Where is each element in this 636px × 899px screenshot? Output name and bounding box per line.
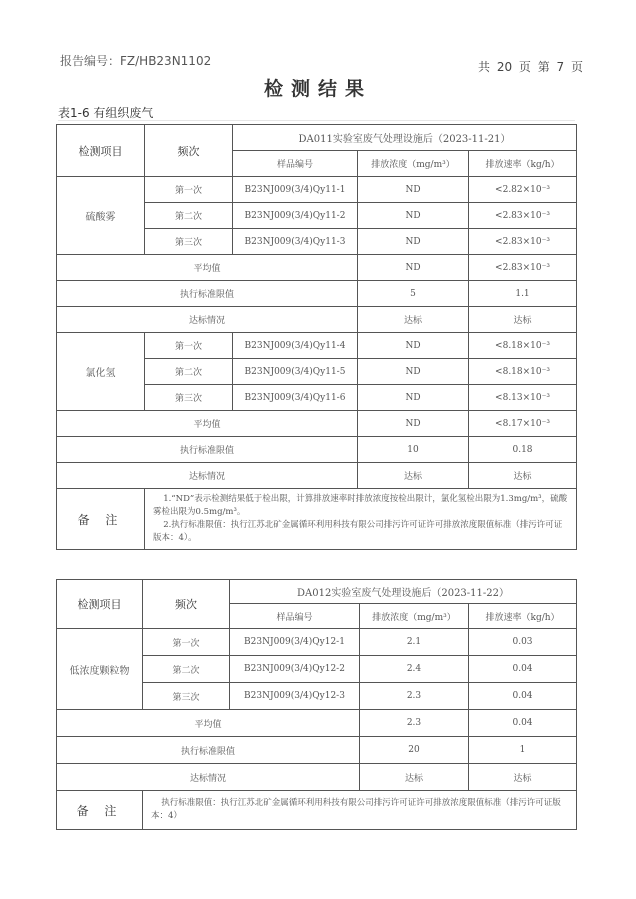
col-header-rate: 排放速率（kg/h） [469, 604, 577, 629]
rate-cell: <8.18×10⁻³ [469, 333, 577, 359]
concentration-cell: ND [358, 177, 469, 203]
rate-cell: <8.13×10⁻³ [469, 385, 577, 411]
col-header-concentration: 排放浓度（mg/m³） [360, 604, 469, 629]
concentration-cell: ND [358, 203, 469, 229]
average-row [57, 411, 577, 437]
concentration-cell: ND [358, 385, 469, 411]
rate-cell: 1.1 [469, 281, 577, 307]
rate-cell: <2.82×10⁻³ [469, 177, 577, 203]
status-row [57, 764, 577, 791]
concentration-cell: 2.4 [360, 656, 469, 683]
frequency-cell: 第一次 [145, 177, 233, 203]
limit-label: 执行标准限值 [57, 281, 358, 307]
limit-row [57, 281, 577, 307]
frequency-cell: 第一次 [143, 629, 230, 656]
note-line-2: 2.执行标准限值：执行江苏北矿金属循环利用科技有限公司排污许可证许可排放浓度限值标准（排污许可证版本：4）。 [153, 520, 563, 543]
rate-cell: 0.18 [469, 437, 577, 463]
frequency-cell: 第一次 [145, 333, 233, 359]
rate-cell: <2.83×10⁻³ [469, 203, 577, 229]
col-header-item: 检测项目 [57, 580, 143, 629]
rate-cell: 0.03 [469, 629, 577, 656]
item-name: 硫酸雾 [57, 177, 145, 255]
table-row [57, 629, 577, 656]
facility-header: DA012实验室废气处理设施后（2023-11-22） [230, 580, 577, 604]
note-line-1: 执行标准限值：执行江苏北矿金属循环利用科技有限公司排污许可证许可排放浓度限值标准（排污许可证版本：4） [151, 798, 561, 821]
concentration-cell: 2.1 [360, 629, 469, 656]
rate-cell: 1 [469, 737, 577, 764]
item-name: 低浓度颗粒物 [57, 629, 143, 710]
col-header-sample: 样品编号 [230, 604, 360, 629]
sample-cell: B23NJ009(3/4)Qy11-1 [233, 177, 358, 203]
concentration-cell: 达标 [358, 463, 469, 489]
sample-cell: B23NJ009(3/4)Qy12-3 [230, 683, 360, 710]
average-row [57, 255, 577, 281]
concentration-cell: ND [358, 255, 469, 281]
sample-cell: B23NJ009(3/4)Qy11-4 [233, 333, 358, 359]
col-header-concentration: 排放浓度（mg/m³） [358, 151, 469, 177]
rate-cell: 达标 [469, 463, 577, 489]
results-table-da011 [56, 124, 577, 550]
page-info: 共 20 页 第 7 页 [478, 60, 583, 74]
average-label: 平均值 [57, 411, 358, 437]
average-row [57, 710, 577, 737]
concentration-cell: 达标 [360, 764, 469, 791]
concentration-cell: ND [358, 333, 469, 359]
limit-label: 执行标准限值 [57, 437, 358, 463]
average-label: 平均值 [57, 255, 358, 281]
col-header-rate: 排放速率（kg/h） [469, 151, 577, 177]
notes-row [57, 791, 577, 830]
rate-cell: <2.83×10⁻³ [469, 229, 577, 255]
note-line-1: 1.“ND”表示检测结果低于检出限，计算排放速率时排放浓度按检出限计，氯化氢检出限为1.3mg/m³，硫酸雾检出限为0.5mg/m³。 [153, 494, 568, 517]
table-caption: 表1-6 有组织废气 [58, 106, 154, 120]
caption-divider [58, 120, 575, 121]
frequency-cell: 第三次 [143, 683, 230, 710]
concentration-cell: ND [358, 359, 469, 385]
rate-cell: <2.83×10⁻³ [469, 255, 577, 281]
rate-cell: 0.04 [469, 683, 577, 710]
col-header-frequency: 频次 [143, 580, 230, 629]
frequency-cell: 第三次 [145, 385, 233, 411]
concentration-cell: 10 [358, 437, 469, 463]
status-row [57, 307, 577, 333]
sample-cell: B23NJ009(3/4)Qy11-5 [233, 359, 358, 385]
frequency-cell: 第三次 [145, 229, 233, 255]
notes-label: 备 注 [57, 791, 143, 830]
status-label: 达标情况 [57, 463, 358, 489]
report-number: 报告编号：FZ/HB23N1102 [60, 54, 212, 68]
concentration-cell: ND [358, 229, 469, 255]
sample-cell: B23NJ009(3/4)Qy11-2 [233, 203, 358, 229]
table-row [57, 177, 577, 203]
table-row [57, 333, 577, 359]
limit-row [57, 737, 577, 764]
status-row [57, 463, 577, 489]
col-header-frequency: 频次 [145, 125, 233, 177]
concentration-cell: 20 [360, 737, 469, 764]
page-title: 检测结果 [263, 78, 372, 100]
rate-cell: 达标 [469, 764, 577, 791]
frequency-cell: 第二次 [145, 203, 233, 229]
sample-cell: B23NJ009(3/4)Qy11-6 [233, 385, 358, 411]
rate-cell: 0.04 [469, 656, 577, 683]
item-name: 氯化氢 [57, 333, 145, 411]
concentration-cell: 2.3 [360, 710, 469, 737]
sample-cell: B23NJ009(3/4)Qy12-2 [230, 656, 360, 683]
notes-content [145, 489, 577, 550]
concentration-cell: 达标 [358, 307, 469, 333]
frequency-cell: 第二次 [145, 359, 233, 385]
rate-cell: 达标 [469, 307, 577, 333]
notes-row [57, 489, 577, 550]
results-table-da012 [56, 579, 577, 830]
concentration-cell: 2.3 [360, 683, 469, 710]
limit-label: 执行标准限值 [57, 737, 360, 764]
limit-row [57, 437, 577, 463]
status-label: 达标情况 [57, 307, 358, 333]
notes-content [143, 791, 577, 830]
sample-cell: B23NJ009(3/4)Qy11-3 [233, 229, 358, 255]
col-header-item: 检测项目 [57, 125, 145, 177]
concentration-cell: ND [358, 411, 469, 437]
col-header-sample: 样品编号 [233, 151, 358, 177]
facility-header: DA011实验室废气处理设施后（2023-11-21） [233, 125, 577, 151]
notes-label: 备 注 [57, 489, 145, 550]
concentration-cell: 5 [358, 281, 469, 307]
rate-cell: 0.04 [469, 710, 577, 737]
sample-cell: B23NJ009(3/4)Qy12-1 [230, 629, 360, 656]
status-label: 达标情况 [57, 764, 360, 791]
rate-cell: <8.17×10⁻³ [469, 411, 577, 437]
average-label: 平均值 [57, 710, 360, 737]
rate-cell: <8.18×10⁻³ [469, 359, 577, 385]
frequency-cell: 第二次 [143, 656, 230, 683]
